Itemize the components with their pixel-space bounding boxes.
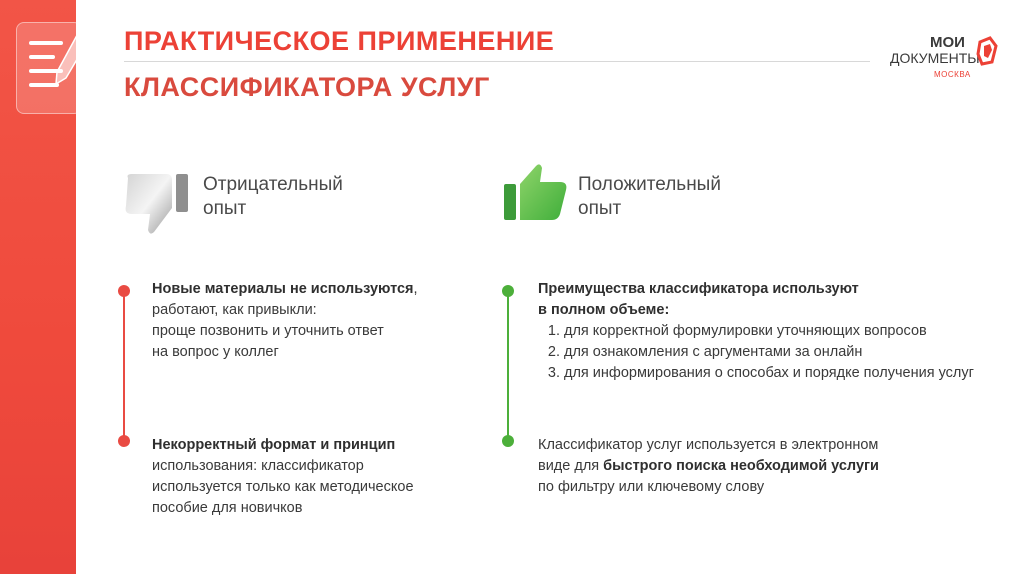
negative-timeline-dot-2 [118, 435, 130, 447]
list-item: 3. для информирования о способах и порядке получения услуг [564, 363, 1004, 384]
negative-item-2: Некорректный формат и принцип использования: классификатор используется только как методическое пособие для новичков [152, 437, 414, 516]
negative-section-title: Отрицательный опыт [203, 174, 343, 219]
positive-timeline-dot-1 [502, 285, 514, 297]
positive-timeline-dot-2 [502, 435, 514, 447]
list-item: 1. для корректной формулировки уточняющих вопросов [564, 321, 1008, 342]
page-title-line1: ПРАКТИЧЕСКОЕ ПРИМЕНЕНИЕ [124, 26, 555, 56]
logo-line1: МОИ [930, 34, 965, 51]
positive-item-1: Преимущества классификатора используют в полном объеме: 1. для корректной формулировки уточняющих вопросов 2. для ознакомления с аргументами за онлайн 3. для информирования о способах и порядке получения услуг [538, 279, 1008, 384]
positive-benefits-list [538, 321, 1008, 384]
logo-mark-icon [976, 36, 998, 66]
title-divider [124, 61, 870, 62]
logo-line3: МОСКВА [934, 70, 971, 79]
negative-item-1: Новые материалы не используются, работают, как привыкли: проще позвонить и уточнить ответ на вопрос у коллег [152, 281, 418, 360]
thumbs-up-icon [502, 162, 568, 222]
logo-line2: ДОКУМЕНТЫ [890, 50, 980, 66]
pencil-icon [52, 22, 96, 92]
negative-timeline-dot-1 [118, 285, 130, 297]
positive-section-title: Положительный опыт [578, 174, 721, 219]
positive-item-2: Классификатор услуг используется в электронном виде для быстрого поиска необходимой услуги по фильтру или ключевому слову [538, 437, 879, 495]
page-title-line2: КЛАССИФИКАТОРА УСЛУГ [124, 72, 490, 102]
positive-timeline [507, 291, 509, 441]
thumbs-down-icon [122, 172, 192, 236]
negative-timeline [123, 291, 125, 441]
moi-dokumenty-logo [890, 34, 1000, 84]
list-item: 2. для ознакомления с аргументами за онлайн [564, 342, 1008, 363]
